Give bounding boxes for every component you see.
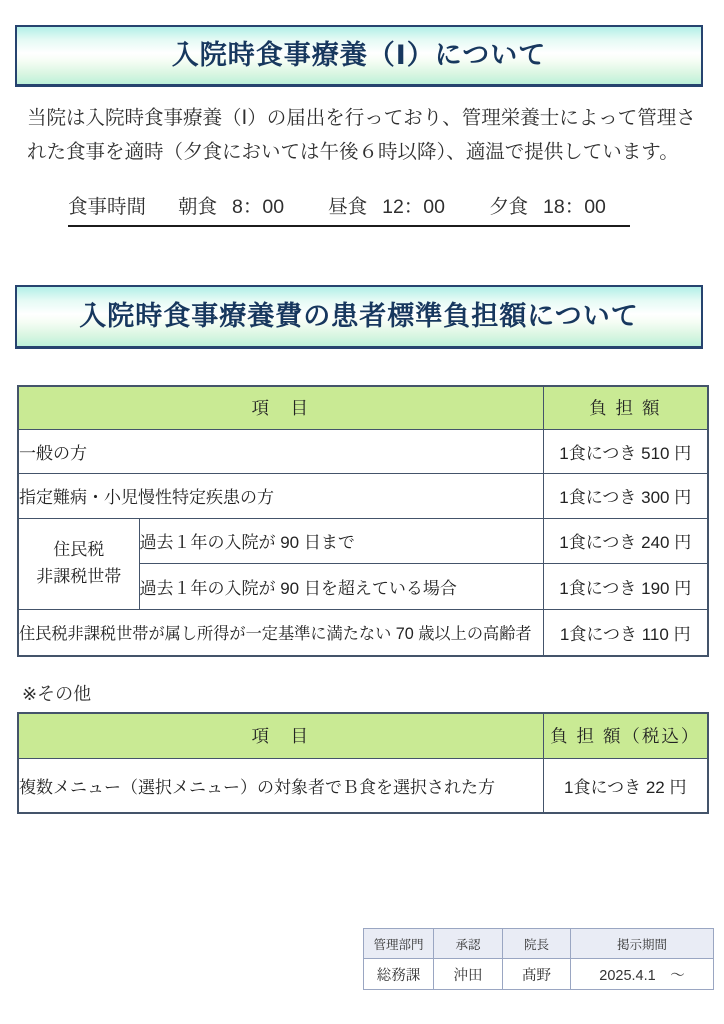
meal-breakfast-name: 朝食 <box>178 196 218 218</box>
meal-lunch-time: 12：00 <box>382 196 445 218</box>
fee-row-general-amount: 1食につき 510 円 <box>543 429 708 473</box>
approval-table <box>363 928 714 990</box>
meal-dinner-name: 夕食 <box>488 196 528 218</box>
fee-row-elderly-item: 住民税非課税世帯が属し所得が一定基準に満たない 70 歳以上の高齢者 <box>18 609 543 656</box>
fee-group-line2: 非課税世帯 <box>36 566 122 586</box>
fee-group-tax-exempt <box>18 518 139 609</box>
approval-value-dept: 総務課 <box>364 959 434 990</box>
other-header-item: 項 目 <box>18 713 543 758</box>
fee-row-elderly-amount: 1食につき 110 円 <box>543 609 708 656</box>
fee-row-90days-amount: 1食につき 240 円 <box>543 518 708 563</box>
page-title: 入院時食事療養（Ⅰ）について <box>171 40 547 70</box>
banner-patient-charge <box>15 285 703 349</box>
table-row <box>18 473 708 518</box>
meal-lunch-name: 昼食 <box>328 196 368 218</box>
fee-row-designated-item: 指定難病・小児慢性特定疾患の方 <box>18 473 543 518</box>
banner-meal-care <box>15 25 703 87</box>
fee-row-designated-amount: 1食につき 300 円 <box>543 473 708 518</box>
other-header-amount: 負 担 額（税込） <box>543 713 708 758</box>
meal-dinner <box>489 191 606 219</box>
fee-row-over90days-amount: 1食につき 190 円 <box>543 563 708 609</box>
meal-breakfast <box>178 191 284 219</box>
fee-group-line1: 住民税 <box>53 540 105 560</box>
fee-row-90days-item: 過去１年の入院が 90 日まで <box>139 518 543 563</box>
approval-value-approver: 沖田 <box>434 959 503 990</box>
approval-value-director: 髙野 <box>503 959 571 990</box>
approval-values-row <box>364 959 714 990</box>
fee-row-over90days-item: 過去１年の入院が 90 日を超えている場合 <box>139 563 543 609</box>
approval-header-director: 院長 <box>503 929 571 959</box>
approval-header-approver: 承認 <box>434 929 503 959</box>
approval-header-row <box>364 929 714 959</box>
other-row-menu-item: 複数メニュー（選択メニュー）の対象者でＢ食を選択された方 <box>18 758 543 813</box>
fee-row-general-item: 一般の方 <box>18 429 543 473</box>
meal-time-line <box>68 191 630 227</box>
fee-table <box>17 385 709 657</box>
other-fee-table <box>17 712 709 814</box>
approval-header-period: 掲示期間 <box>571 929 714 959</box>
meal-breakfast-time: 8：00 <box>232 196 285 218</box>
fee-table-header-row <box>18 386 708 429</box>
table-row <box>18 758 708 813</box>
fee-header-amount: 負 担 額 <box>543 386 708 429</box>
meal-dinner-time: 18：00 <box>543 196 606 218</box>
fee-header-item: 項 目 <box>18 386 543 429</box>
intro-paragraph: 当院は入院時食事療養（Ⅰ）の届出を行っており、管理栄養士によって管理された食事を適時（夕食においては午後６時以降）、適温で提供しています。 <box>27 107 696 163</box>
table-row <box>18 609 708 656</box>
section-title-charges: 入院時食事療養費の患者標準負担額について <box>79 301 639 331</box>
approval-value-period: 2025.4.1 ～ <box>571 959 714 990</box>
table-row <box>18 429 708 473</box>
other-table-header-row <box>18 713 708 758</box>
meal-time-label: 食事時間 <box>68 196 147 218</box>
table-row <box>18 518 708 563</box>
other-row-menu-amount: 1食につき 22 円 <box>543 758 708 813</box>
other-note: ※その他 <box>22 684 92 704</box>
approval-header-dept: 管理部門 <box>364 929 434 959</box>
meal-lunch <box>328 191 445 219</box>
